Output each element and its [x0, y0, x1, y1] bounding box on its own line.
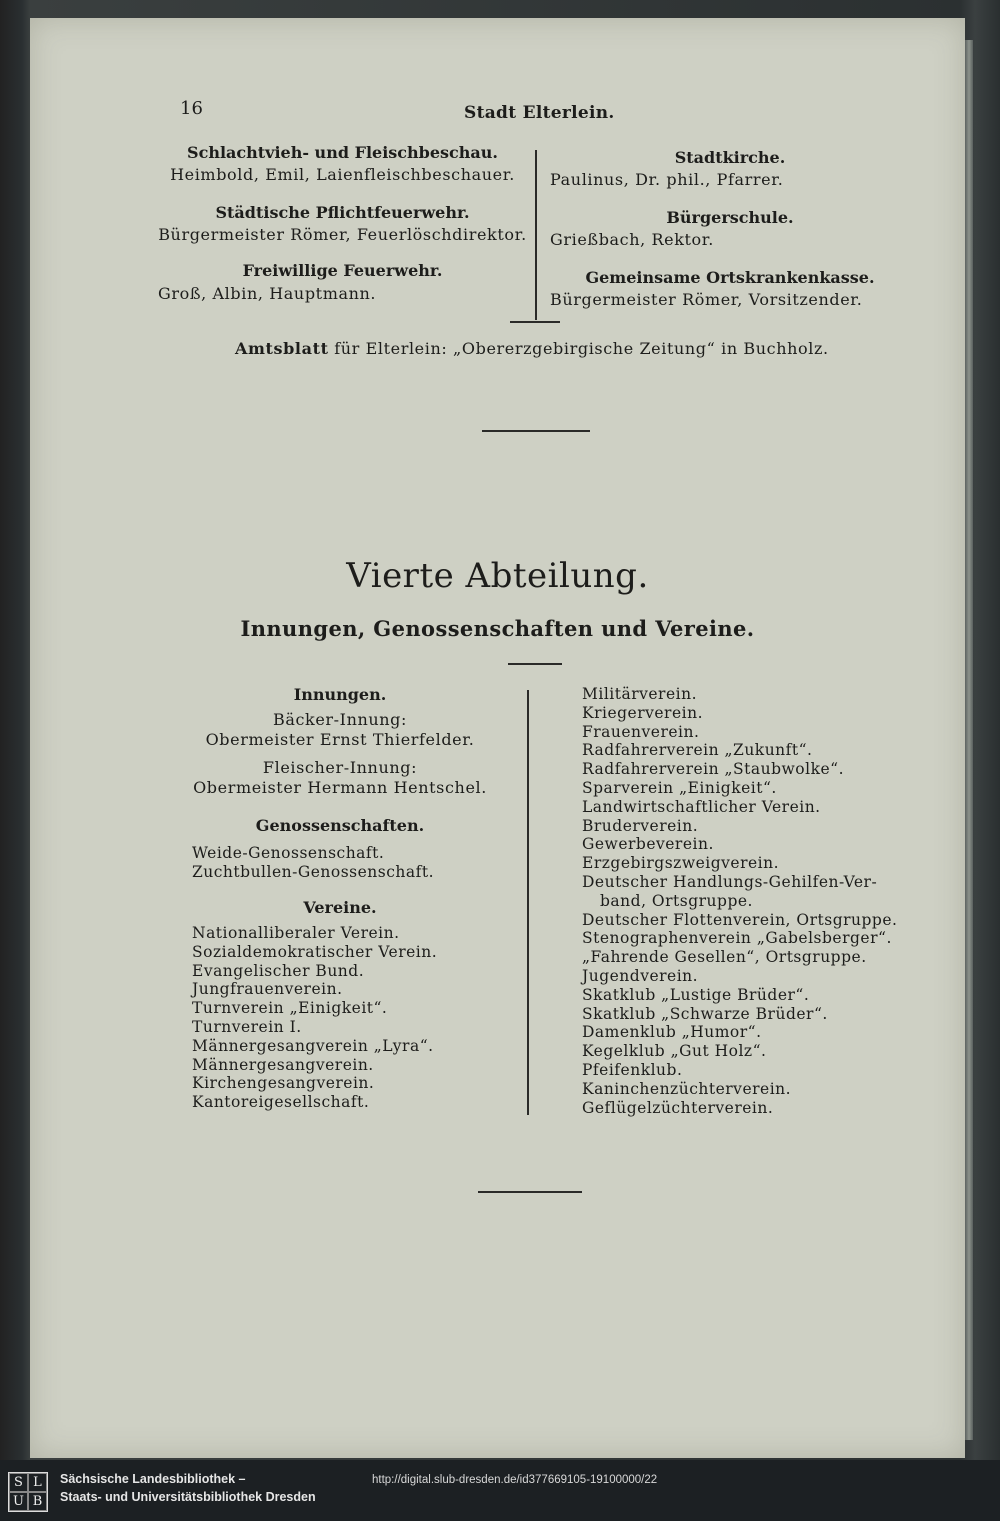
- logo-letter: U: [9, 1492, 28, 1511]
- heading-vereine: Vereine.: [303, 898, 377, 917]
- list-item: Sparverein „Einigkeit“.: [582, 778, 777, 797]
- heading-freiwillige-feuerwehr: Freiwillige Feuerwehr.: [242, 261, 443, 280]
- page-number: 16: [180, 98, 203, 119]
- list-item: Landwirtschaftlicher Verein.: [582, 797, 821, 816]
- list-item: Militärverein.: [582, 685, 698, 703]
- list-item: „Fahrende Gesellen“, Ortsgruppe.: [582, 948, 867, 967]
- innung-fleischer-head: Obermeister Hermann Hentschel.: [193, 778, 487, 797]
- short-rule-upper: [510, 321, 560, 323]
- institution-line-2: Staats- und Universitätsbibliothek Dresden: [60, 1490, 316, 1504]
- list-item: Jugendverein.: [582, 966, 699, 985]
- heading-fleischbeschau: Schlachtvieh- und Fleischbeschau.: [187, 143, 498, 162]
- institution-line-1: Sächsische Landesbibliothek –: [60, 1472, 246, 1486]
- column-divider-lower: [527, 690, 529, 1115]
- list-item: Nationalliberaler Verein.: [192, 924, 400, 942]
- list-item: Männergesangverein.: [192, 1055, 374, 1074]
- list-item: Kriegerverein.: [582, 703, 704, 722]
- list-item: Damenklub „Humor“.: [582, 1023, 762, 1042]
- innung-baecker-name: Bäcker-Innung:: [272, 710, 408, 729]
- amtsblatt-line: [235, 339, 829, 358]
- list-item: Jungfrauenverein.: [192, 980, 343, 999]
- logo-letter: L: [28, 1473, 47, 1492]
- document-page: [30, 18, 965, 1458]
- list-item: Männergesangverein „Lyra“.: [192, 1036, 434, 1055]
- list-item: Skatklub „Lustige Brüder“.: [582, 985, 810, 1004]
- text-stadtkirche: Paulinus, Dr. phil., Pfarrer.: [550, 170, 784, 189]
- separator-rule: [482, 430, 590, 432]
- page-edge: [965, 40, 973, 1440]
- heading-innungen: Innungen.: [293, 685, 387, 704]
- section-subtitle: Innungen, Genossenschaften und Vereine.: [240, 616, 755, 641]
- list-item: Zuchtbullen-Genossenschaft.: [192, 862, 435, 881]
- amtsblatt-text: für Elterlein: „Obererzgebirgische Zeitung“ in Buchholz.: [334, 339, 829, 358]
- list-item: Kaninchenzüchterverein.: [582, 1079, 792, 1098]
- text-freiwillige-feuerwehr: Groß, Albin, Hauptmann.: [158, 284, 377, 303]
- section-title: Vierte Abteilung.: [346, 556, 649, 596]
- innung-baecker-head: Obermeister Ernst Thierfelder.: [205, 730, 475, 749]
- heading-stadtkirche: Stadtkirche.: [674, 148, 786, 167]
- running-title: Stadt Elterlein.: [464, 103, 615, 123]
- list-item: Skatklub „Schwarze Brüder“.: [582, 1004, 828, 1023]
- text-fleischbeschau: Heimbold, Emil, Laienfleischbeschauer.: [170, 165, 515, 184]
- heading-ortskrankenkasse: Gemeinsame Ortskrankenkasse.: [585, 268, 875, 287]
- end-rule: [478, 1191, 582, 1193]
- genossenschaften-list: [192, 844, 434, 882]
- innung-fleischer-name: Fleischer-Innung:: [262, 758, 418, 777]
- list-item: Stenographenverein „Gabelsberger“.: [582, 929, 892, 948]
- list-item: Radfahrerverein „Staubwolke“.: [582, 760, 845, 779]
- heading-pflichtfeuerwehr: Städtische Pflichtfeuerwehr.: [215, 203, 470, 222]
- list-item: Gewerbeverein.: [582, 835, 714, 854]
- list-item: Pfeifenklub.: [582, 1060, 683, 1079]
- list-item-continuation: band, Ortsgruppe.: [600, 891, 753, 910]
- vereine-left-list: [192, 924, 437, 1112]
- list-item: Radfahrerverein „Zukunft“.: [582, 741, 813, 760]
- logo-letter: S: [9, 1473, 28, 1492]
- text-pflichtfeuerwehr: Bürgermeister Römer, Feuerlöschdirektor.: [158, 225, 527, 244]
- list-item: Kantoreigesellschaft.: [192, 1093, 370, 1112]
- text-ortskrankenkasse: Bürgermeister Römer, Vorsitzender.: [550, 290, 863, 309]
- list-item: Deutscher Handlungs-Gehilfen-Ver-: [582, 872, 878, 891]
- list-item: Geflügelzüchterverein.: [582, 1098, 774, 1117]
- list-item: Sozialdemokratischer Verein.: [192, 942, 438, 961]
- vereine-right-list: [582, 685, 897, 1117]
- list-item: Evangelischer Bund.: [192, 961, 365, 980]
- text-buergerschule: Grießbach, Rektor.: [550, 230, 714, 249]
- short-rule-section: [508, 663, 562, 665]
- list-item: Kirchengesangverein.: [192, 1074, 375, 1093]
- list-item: Frauenverein.: [582, 722, 700, 741]
- amtsblatt-label: Amtsblatt: [235, 339, 329, 358]
- column-divider-upper: [535, 150, 537, 320]
- list-item: Turnverein „Einigkeit“.: [192, 999, 388, 1018]
- list-item: Kegelklub „Gut Holz“.: [582, 1042, 767, 1061]
- list-item: Erzgebirgszweigverein.: [582, 854, 780, 873]
- logo-letter: B: [28, 1492, 47, 1511]
- list-item: Deutscher Flottenverein, Ortsgruppe.: [582, 910, 898, 929]
- heading-genossenschaften: Genossenschaften.: [255, 816, 425, 835]
- slub-logo[interactable]: [8, 1472, 48, 1512]
- heading-buergerschule: Bürgerschule.: [666, 208, 794, 227]
- list-item: Weide-Genossenschaft.: [192, 844, 385, 862]
- viewer-footer: [0, 1460, 1000, 1521]
- list-item: Turnverein I.: [192, 1017, 302, 1036]
- list-item: Bruderverein.: [582, 816, 699, 835]
- document-url-link[interactable]: http://digital.slub-dresden.de/id377669105-19100000/22: [372, 1474, 658, 1486]
